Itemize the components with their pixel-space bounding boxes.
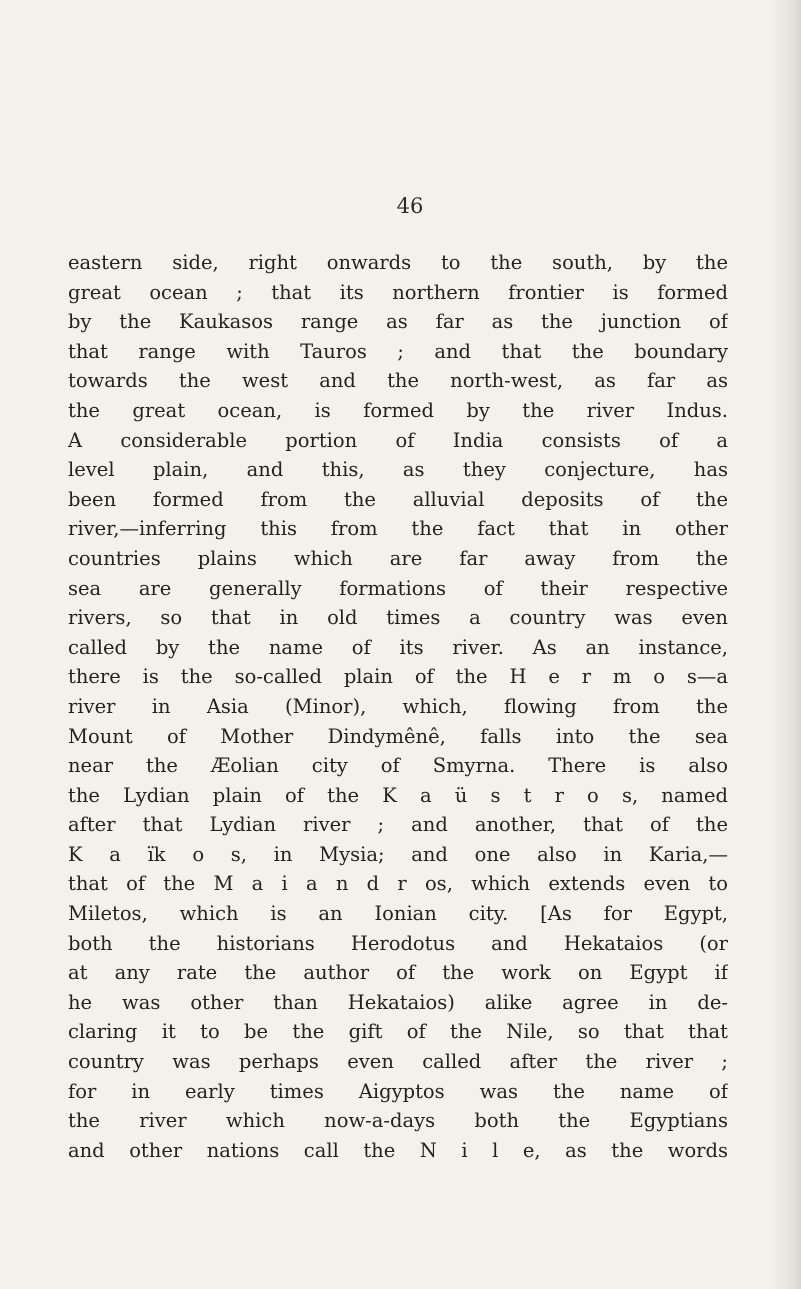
text-line: the river which now-a-days both the Egyptians xyxy=(68,1109,728,1133)
text-line: eastern side, right onwards to the south, by the xyxy=(68,251,728,274)
text-line: K a ïk o s, in Mysia; and one also in Karia,— xyxy=(68,842,728,866)
text-line: the great ocean, is formed by the river Indus. xyxy=(68,398,728,422)
text-line: near the Æolian city of Smyrna. There is also xyxy=(68,754,728,778)
text-line: Mount of Mother Dindymênê, falls into the sea xyxy=(68,724,728,748)
page-number: 46 xyxy=(396,194,424,218)
text-line: by the Kaukasos range as far as the junction of xyxy=(68,310,728,334)
text-line: after that Lydian river ; and another, that of the xyxy=(68,813,728,837)
text-line: both the historians Herodotus and Hekataios (or xyxy=(68,931,728,955)
text-line: there is the so-called plain of the H e r m o s—a xyxy=(68,665,728,689)
text-line: great ocean ; that its northern frontier is formed xyxy=(68,280,728,304)
text-line: river,—inferring this from the fact that in other xyxy=(68,517,728,541)
text-line: country was perhaps even called after the river ; xyxy=(68,1050,728,1074)
text-line: that range with Tauros ; and that the boundary xyxy=(68,339,728,363)
text-line: river in Asia (Minor), which, flowing from the xyxy=(68,694,728,718)
text-line: claring it to be the gift of the Nile, so that that xyxy=(68,1020,728,1044)
text-line: A considerable portion of India consists of a xyxy=(68,428,728,452)
text-line: that of the M a i a n d r os, which extends even to xyxy=(68,872,728,896)
body-text xyxy=(68,248,728,1165)
text-line: he was other than Hekataios) alike agree in de- xyxy=(68,990,728,1014)
text-line: level plain, and this, as they conjecture, has xyxy=(68,458,728,482)
text-line: been formed from the alluvial deposits of the xyxy=(68,487,728,511)
text-line: rivers, so that in old times a country was even xyxy=(68,606,728,630)
text-line: and other nations call the N i l e, as the words xyxy=(68,1138,728,1162)
text-line: countries plains which are far away from the xyxy=(68,546,728,570)
text-line: sea are generally formations of their respective xyxy=(68,576,728,600)
text-line: for in early times Aigyptos was the name of xyxy=(68,1079,728,1103)
text-line: called by the name of its river. As an instance, xyxy=(68,635,728,659)
text-line: at any rate the author of the work on Egypt if xyxy=(68,961,728,985)
text-line: towards the west and the north-west, as far as xyxy=(68,369,728,393)
text-line: the Lydian plain of the K a ü s t r o s, named xyxy=(68,783,728,807)
text-line: Miletos, which is an Ionian city. [As for Egypt, xyxy=(68,902,728,926)
